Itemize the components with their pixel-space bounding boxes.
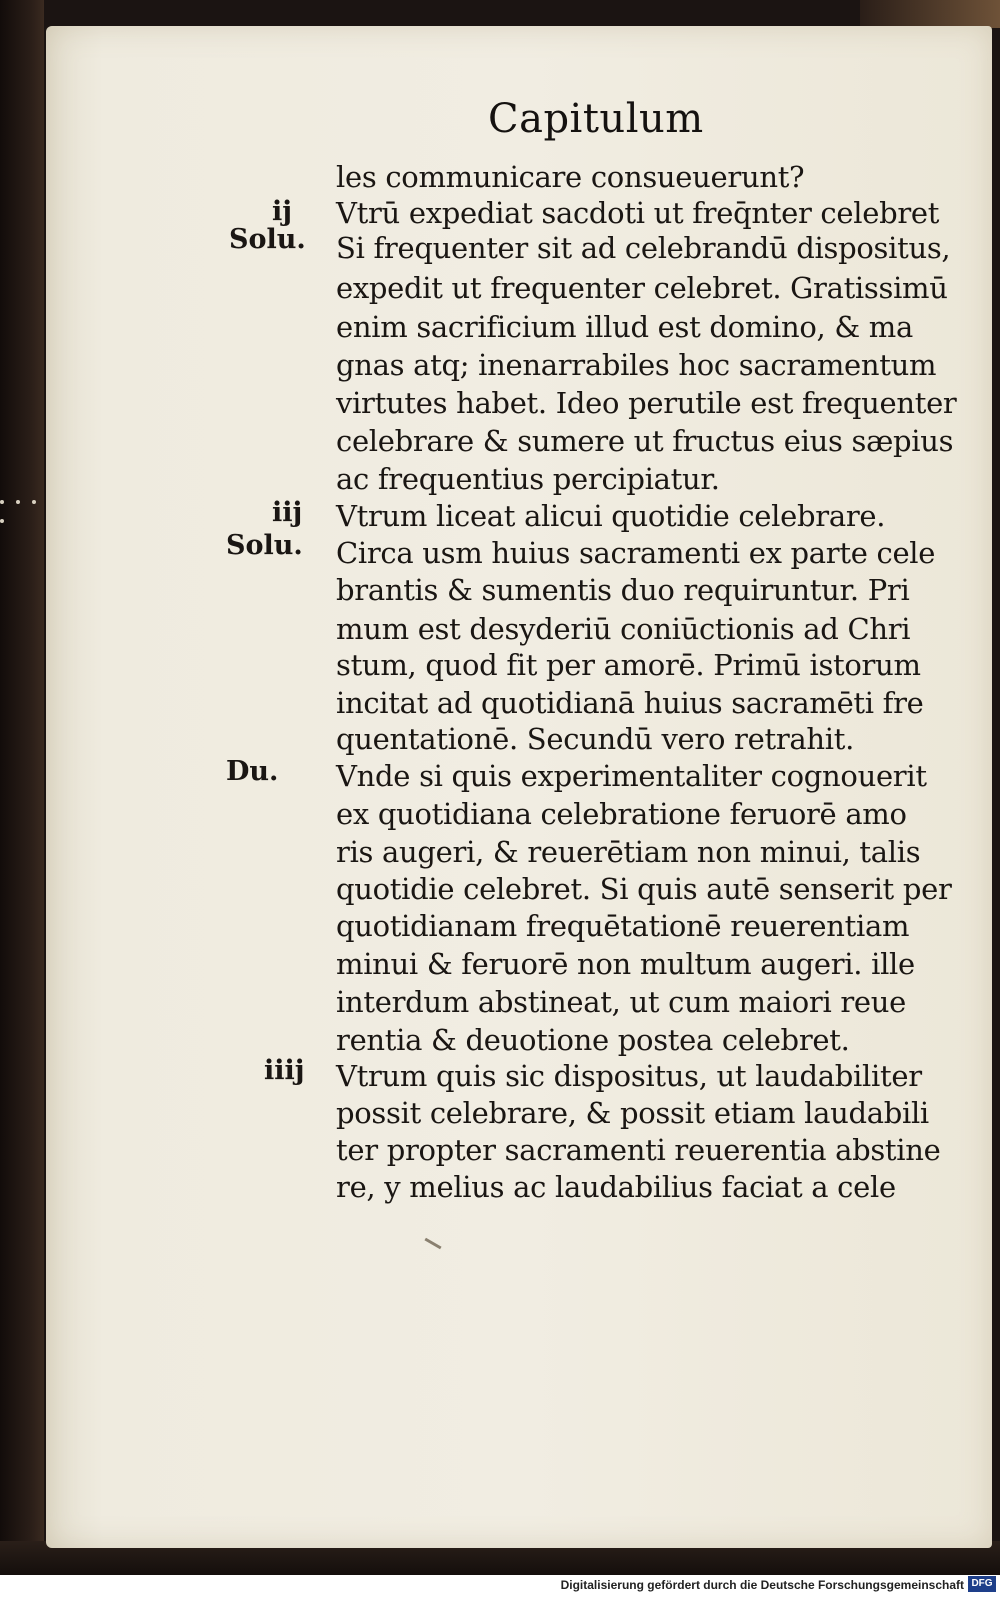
text-line: enim sacrificium illud est domino, & ma <box>336 310 913 344</box>
margin-mark-solution: Solu. <box>226 530 303 561</box>
text-line: quotidie celebret. Si quis autē senserit per <box>336 872 952 906</box>
dfg-logo: DFG <box>968 1576 996 1592</box>
binding-edge <box>0 0 44 1575</box>
text-line: Vtrū expediat sacdoti ut freq̄nter celebret <box>336 196 940 230</box>
margin-mark-question-3: iij <box>272 497 303 528</box>
text-line: Si frequenter sit ad celebrandū dispositus, <box>336 231 951 265</box>
margin-mark-dubium: Du. <box>226 756 279 787</box>
text-line: minui & feruorē non multum augeri. ille <box>336 947 915 981</box>
text-line: Circa usm huius sacramenti ex parte cele <box>336 536 936 570</box>
text-line: interdum abstineat, ut cum maiori reue <box>336 985 907 1019</box>
text-line: re, y melius ac laudabilius faciat a cele <box>336 1170 896 1204</box>
text-line: brantis & sumentis duo requiruntur. Pri <box>336 573 910 607</box>
text-line: gnas atq; inenarrabiles hoc sacramentum <box>336 348 937 382</box>
text-line: celebrare & sumere ut fructus eius sæpius <box>336 424 954 458</box>
text-line: rentia & deuotione postea celebret. <box>336 1023 850 1057</box>
text-line: ac frequentius percipiatur. <box>336 462 720 496</box>
margin-mark-solution: Solu. <box>229 224 306 255</box>
text-line: expedit ut frequenter celebret. Gratissimū <box>336 271 948 305</box>
text-line: Vnde si quis experimentaliter cognouerit <box>336 759 927 793</box>
text-line: ter propter sacramenti reuerentia abstine <box>336 1133 941 1167</box>
digitization-credit: Digitalisierung gefördert durch die Deutsche Forschungsgemeinschaft <box>560 1578 964 1592</box>
text-line: virtutes habet. Ideo perutile est frequenter <box>336 386 957 420</box>
text-line: possit celebrare, & possit etiam laudabili <box>336 1096 929 1130</box>
text-line: les communicare consueuerunt? <box>336 160 805 194</box>
text-line: Vtrum liceat alicui quotidie celebrare. <box>336 499 886 533</box>
text-line: stum, quod fit per amorē. Primū istorum <box>336 648 921 682</box>
page-title: Capitulum <box>488 96 704 142</box>
text-line: quotidianam frequētationē reuerentiam <box>336 909 910 943</box>
cover-corner <box>860 0 1000 28</box>
text-line: incitat ad quotidianā huius sacramēti fre <box>336 686 924 720</box>
text-line: Vtrum quis sic dispositus, ut laudabiliter <box>336 1059 922 1093</box>
text-line: ris augeri, & reuerētiam non minui, talis <box>336 835 921 869</box>
text-line: ex quotidiana celebratione feruorē amo <box>336 797 907 831</box>
margin-mark-question-2: ij <box>272 196 293 227</box>
text-line: quentationē. Secundū vero retrahit. <box>336 722 855 756</box>
margin-mark-question-4: iiij <box>264 1055 305 1086</box>
text-line: mum est desyderiū coniūctionis ad Chri <box>336 612 911 646</box>
